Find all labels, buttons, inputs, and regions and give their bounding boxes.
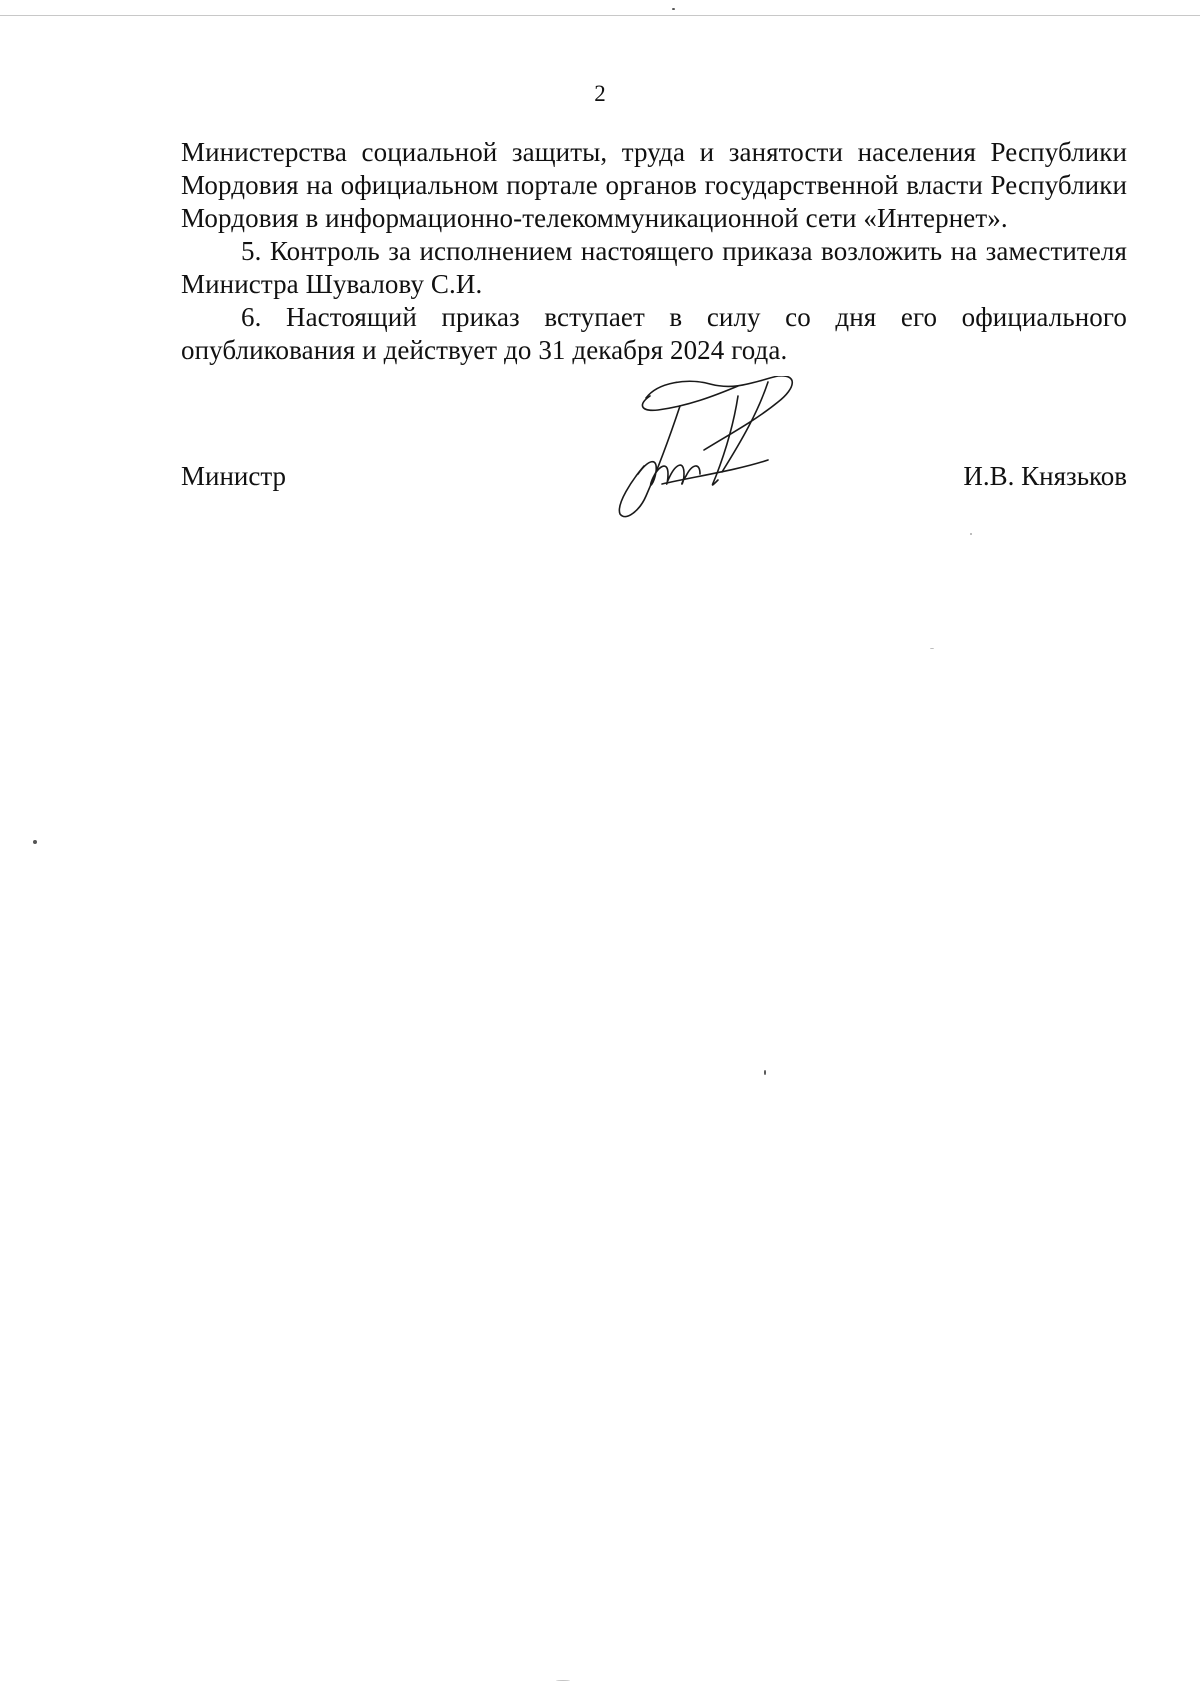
scan-speck (970, 533, 972, 535)
page-number: 2 (594, 81, 606, 106)
scan-speck (930, 648, 934, 649)
signatory-position: Министр (181, 461, 286, 491)
scan-edge-line (0, 15, 1200, 16)
scan-speck (764, 1070, 766, 1075)
signatory-name: И.В. Князьков (963, 461, 1127, 491)
scan-speck (672, 8, 675, 10)
handwritten-signature (618, 376, 828, 526)
scan-speck (33, 840, 37, 844)
paragraph-5: 5. Контроль за исполнением настоящего приказа возложить на заместителя Министра Шувалову С.И. (181, 236, 1127, 299)
document-body (181, 136, 1127, 367)
paragraph-continuation: Министерства социальной защиты, труда и занятости населения Республики Мордовия на официальном портале органов государственной власти Республики Мордовия в информационно-телекоммуникационной сети «Интернет». (181, 137, 1127, 233)
paragraph-6: 6. Настоящий приказ вступает в силу со дня его официального опубликования и действует до 31 декабря 2024 года. (181, 302, 1127, 365)
scan-speck (556, 1680, 570, 1681)
